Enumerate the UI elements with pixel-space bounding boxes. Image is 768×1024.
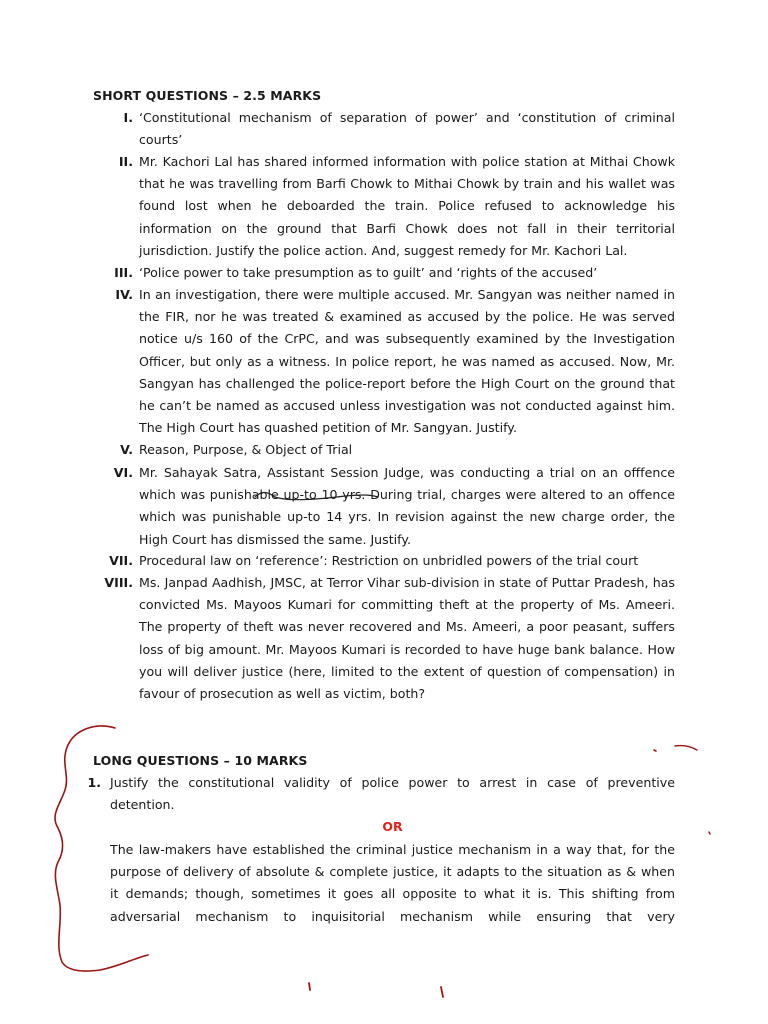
margin-tick-mark bbox=[675, 746, 697, 750]
question-number: VI. bbox=[113, 465, 133, 480]
question-number: 1. bbox=[87, 775, 101, 790]
question-number: VII. bbox=[109, 553, 133, 568]
question-text: Justify the constitutional validity of police power to arrest in case of preventive detention. bbox=[110, 775, 675, 813]
stroke-mark bbox=[441, 987, 443, 997]
question-number: IV. bbox=[115, 287, 133, 302]
question-number: II. bbox=[118, 154, 133, 169]
question-text: Mr. Kachori Lal has shared informed information with police station at Mithai Chowk that he was travelling from Barfi Chowk to Mithai Chowk by train and his wallet was found lost when he deboarded the train. Police refused to acknowledge his information on the ground that Barfi Chowk does not fall in their territorial jurisdiction. Justify the police action. And, suggest remedy for Mr. Kachori Lal. bbox=[139, 154, 675, 258]
question-number: VIII. bbox=[104, 575, 133, 590]
question-number: III. bbox=[114, 265, 133, 280]
short-questions-heading: SHORT QUESTIONS – 2.5 MARKS bbox=[93, 88, 322, 103]
question-text: ‘Constitutional mechanism of separation of power’ and ‘constitution of criminal courts’ bbox=[139, 110, 675, 148]
alternative-question-text bbox=[110, 839, 675, 928]
stroke-mark bbox=[309, 983, 310, 990]
paragraph-line: adversarial mechanism to inquisitorial mechanism while ensuring that very bbox=[110, 908, 675, 924]
question-text: Mr. Sahayak Satra, Assistant Session Judge, was conducting a trial on an offfence which was punishable up-to 10 yrs. During trial, charges were altered to an offence which was punishable up-to 14 yrs. In revision against the new charge order, the High Court has dismissed the same. Justify. bbox=[139, 465, 675, 547]
paragraph-line: purpose of delivery of absolute & complete justice, it adapts to the situation as & when bbox=[110, 864, 675, 880]
or-divider: OR bbox=[382, 819, 403, 834]
question-text: ‘Police power to take presumption as to guilt’ and ‘rights of the accused’ bbox=[139, 265, 598, 280]
question-number: I. bbox=[123, 110, 133, 125]
question-text: Procedural law on ‘reference’: Restriction on unbridled powers of the trial court bbox=[139, 553, 639, 568]
paragraph-line: The law-makers have established the criminal justice mechanism in a way that, for the bbox=[110, 842, 675, 857]
paragraph-line: it demands; though, sometimes it goes all opposite to what it is. This shifting from bbox=[110, 886, 675, 902]
question-text: Reason, Purpose, & Object of Trial bbox=[139, 442, 353, 457]
margin-dot-mark bbox=[654, 750, 656, 751]
long-questions-heading: LONG QUESTIONS – 10 MARKS bbox=[93, 753, 308, 768]
question-text: Ms. Janpad Aadhish, JMSC, at Terror Vihar sub-division in state of Puttar Pradesh, has convicted Ms. Mayoos Kumari for committing theft at the property of Ms. Ameeri. The property of theft was never recovered and Ms. Ameeri, a poor peasant, suffers loss of big amount. Mr. Mayoos Kumari is recorded to have huge bank balance. How you will deliver justice (here, limited to the extent of question of compensation) in favour of prosecution as well as victim, both? bbox=[139, 575, 675, 702]
question-number: V. bbox=[120, 442, 133, 457]
question-text: In an investigation, there were multiple accused. Mr. Sangyan was neither named in the FIR, nor he was treated & examined as accused by the police. He was served notice u/s 160 of the CrPC, and was subsequently examined by the Investigation Officer, but only as a witness. In police report, he was named as accused. Now, Mr. Sangyan has challenged the police-report before the High Court on the ground that he can’t be named as accused unless investigation was not conducted against him. The High Court has quashed petition of Mr. Sangyan. Justify. bbox=[139, 287, 675, 436]
